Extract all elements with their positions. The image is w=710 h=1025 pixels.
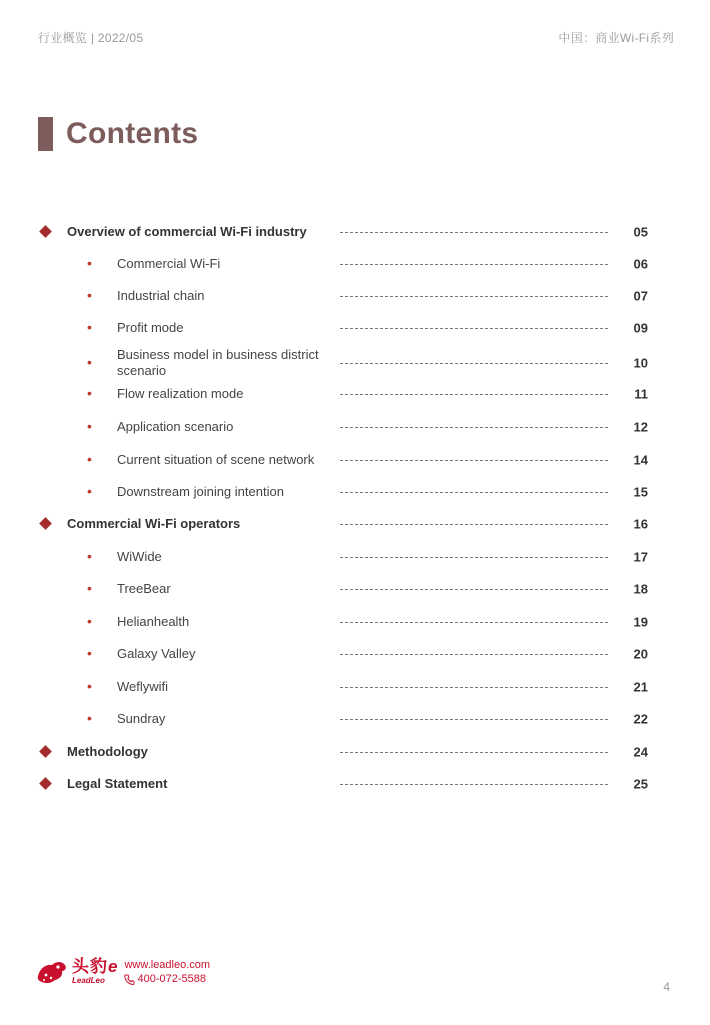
- toc-page-number: 22: [633, 711, 648, 727]
- toc-leader-line: [340, 363, 608, 364]
- toc-leader-line: [340, 492, 608, 493]
- toc-leader-line: [340, 687, 608, 688]
- toc-leader-line: [340, 232, 608, 233]
- brand-cn: 头豹: [72, 957, 108, 976]
- phone-number: 400-072-5588: [137, 973, 206, 985]
- toc-entry-label: WiWide: [117, 549, 162, 564]
- dot-bullet-icon: •: [87, 710, 92, 726]
- toc-entry-label: Overview of commercial Wi-Fi industry: [67, 224, 307, 239]
- contact-info: [124, 958, 210, 986]
- toc-page-number: 05: [633, 224, 648, 240]
- toc-entry-label: Downstream joining intention: [117, 484, 284, 499]
- diamond-bullet-icon: [39, 745, 52, 758]
- website-link[interactable]: www.leadleo.com: [124, 959, 211, 971]
- toc-section-row[interactable]: [0, 511, 710, 537]
- toc-subsection-row[interactable]: [0, 315, 710, 341]
- toc-subsection-row[interactable]: [0, 479, 710, 505]
- toc-leader-line: [340, 296, 608, 297]
- toc-leader-line: [340, 784, 608, 785]
- brand-name: [72, 958, 118, 986]
- toc-subsection-row[interactable]: [0, 609, 710, 635]
- dot-bullet-icon: •: [87, 580, 92, 596]
- toc-page-number: 15: [633, 484, 648, 500]
- toc-page-number: 12: [633, 419, 648, 435]
- toc-page-number: 16: [633, 516, 648, 532]
- toc-leader-line: [340, 394, 608, 395]
- brand-en: LeadLeo: [72, 976, 105, 985]
- toc-subsection-row[interactable]: [0, 414, 710, 440]
- leopard-logo-icon: [36, 958, 68, 986]
- toc-page-number: 10: [633, 355, 648, 371]
- toc-subsection-row[interactable]: [0, 674, 710, 700]
- toc-page-number: 07: [633, 288, 648, 304]
- toc-leader-line: [340, 427, 608, 428]
- toc-entry-label: Commercial Wi-Fi operators: [67, 516, 241, 531]
- toc-leader-line: [340, 264, 608, 265]
- toc-leader-line: [340, 328, 608, 329]
- toc-entry-label: Commercial Wi-Fi: [117, 256, 221, 271]
- toc-leader-line: [340, 524, 608, 525]
- header-series-title: 中国：商业Wi-Fi系列: [558, 31, 674, 45]
- diamond-bullet-icon: [39, 517, 52, 530]
- dot-bullet-icon: •: [87, 613, 92, 629]
- toc-leader-line: [340, 719, 608, 720]
- toc-entry-label: Methodology: [67, 744, 148, 759]
- dot-bullet-icon: •: [87, 678, 92, 694]
- toc-section-row[interactable]: [0, 219, 710, 245]
- toc-page-number: 24: [633, 744, 648, 760]
- toc-section-row[interactable]: [0, 771, 710, 797]
- toc-leader-line: [340, 622, 608, 623]
- toc-entry-label: Weflywifi: [117, 679, 169, 694]
- phone-icon: [124, 974, 135, 985]
- toc-entry-label: Industrial chain: [117, 288, 205, 303]
- toc-subsection-row[interactable]: [0, 576, 710, 602]
- toc-page-number: 25: [633, 776, 648, 792]
- toc-page-number: 21: [633, 679, 648, 695]
- toc-page-number: 14: [633, 452, 648, 468]
- dot-bullet-icon: •: [87, 483, 92, 499]
- toc-subsection-row[interactable]: [0, 381, 710, 407]
- dot-bullet-icon: •: [87, 451, 92, 467]
- toc-entry-label: Business model in business district scenario: [117, 347, 319, 378]
- dot-bullet-icon: •: [87, 287, 92, 303]
- toc-entry-label: Helianhealth: [117, 614, 190, 629]
- toc-subsection-row[interactable]: [0, 348, 710, 378]
- toc-entry-label: Sundray: [117, 711, 166, 726]
- toc-leader-line: [340, 460, 608, 461]
- toc-page-number: 06: [633, 256, 648, 272]
- toc-entry-label: Legal Statement: [67, 776, 168, 791]
- toc-entry-label: Current situation of scene network: [117, 452, 315, 467]
- dot-bullet-icon: •: [87, 418, 92, 434]
- toc-page-number: 20: [633, 646, 648, 662]
- page-title: Contents: [66, 117, 199, 150]
- toc-subsection-row[interactable]: [0, 447, 710, 473]
- toc-entry-label: Galaxy Valley: [117, 646, 196, 661]
- toc-page-number: 11: [634, 386, 648, 402]
- toc-subsection-row[interactable]: [0, 544, 710, 570]
- toc-page-number: 09: [633, 320, 648, 336]
- brand-letter: e: [108, 957, 119, 976]
- toc-entry-label: TreeBear: [117, 581, 171, 596]
- dot-bullet-icon: •: [87, 548, 92, 564]
- toc-entry-label: Application scenario: [117, 419, 234, 434]
- toc-section-row[interactable]: [0, 739, 710, 765]
- dot-bullet-icon: •: [87, 255, 92, 271]
- toc-page-number: 17: [633, 549, 648, 565]
- dot-bullet-icon: •: [87, 319, 92, 335]
- page-number: 4: [663, 980, 670, 994]
- toc-page-number: 19: [633, 614, 648, 630]
- footer-brand: [36, 958, 210, 986]
- header-section-date: 行业概览 | 2022/05: [38, 31, 144, 45]
- diamond-bullet-icon: [39, 225, 52, 238]
- toc-entry-label: Profit mode: [117, 320, 184, 335]
- toc-page-number: 18: [633, 581, 648, 597]
- diamond-bullet-icon: [39, 777, 52, 790]
- dot-bullet-icon: •: [87, 645, 92, 661]
- toc-entry-label: Flow realization mode: [117, 386, 244, 401]
- toc-leader-line: [340, 589, 608, 590]
- page-title-block: [38, 117, 198, 151]
- toc-subsection-row[interactable]: [0, 251, 710, 277]
- toc-subsection-row[interactable]: [0, 641, 710, 667]
- dot-bullet-icon: •: [87, 354, 92, 370]
- toc-leader-line: [340, 557, 608, 558]
- toc-subsection-row[interactable]: [0, 706, 710, 732]
- toc-leader-line: [340, 654, 608, 655]
- toc-leader-line: [340, 752, 608, 753]
- title-accent-bar: [38, 117, 53, 151]
- dot-bullet-icon: •: [87, 385, 92, 401]
- toc-subsection-row[interactable]: [0, 283, 710, 309]
